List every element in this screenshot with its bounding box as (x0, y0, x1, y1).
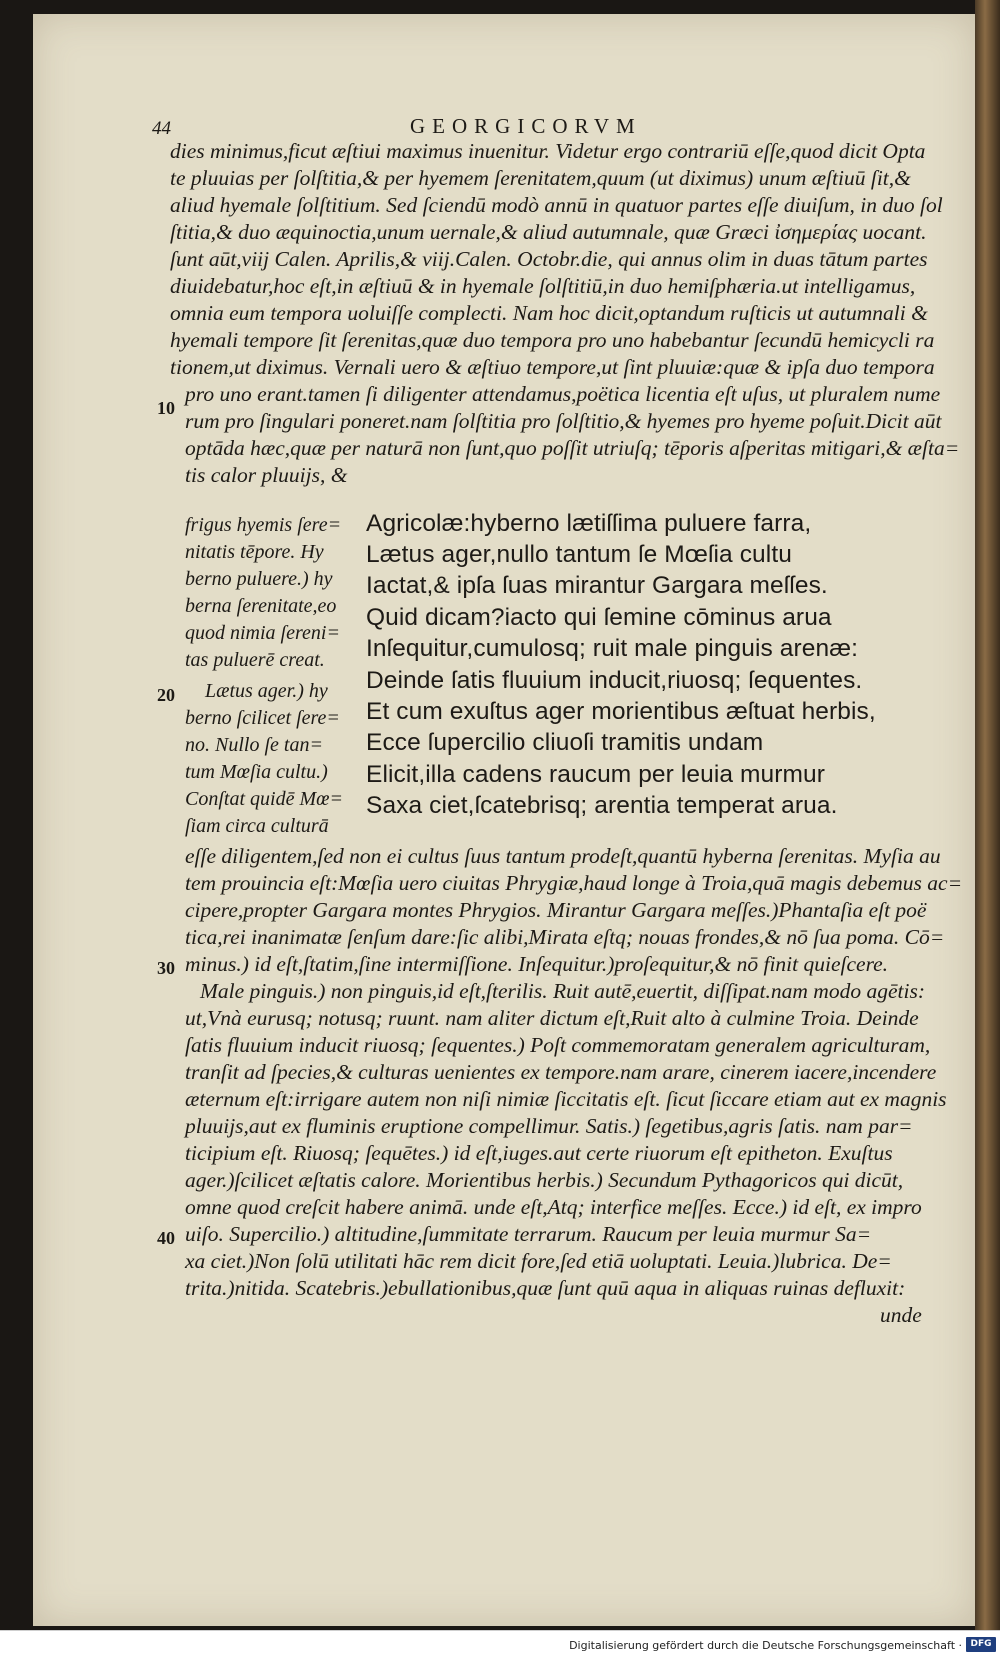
commentary-line: hyemali tempore ſit ſerenitas,quæ duo tempora pro uno habebantur ſecundū hemicycli ra (170, 328, 935, 352)
verse-line: Agricolæ:hyberno lætiſſima puluere farra, (366, 510, 812, 537)
line-number: 40 (157, 1228, 175, 1248)
line-number: 20 (157, 685, 175, 705)
commentary-line: eſſe diligentem,ſed non ei cultus ſuus tantum prodeſt,quantū hyberna ſerenitas. Myſia au (185, 844, 941, 868)
commentary-line: ut,Vnà eurusq; notusq; ruunt. nam aliter dictum eſt,Ruit alto à culmine Troia. Deinde (185, 1006, 919, 1030)
commentary-line: ticipium eſt. Riuosq; ſequētes.) id eſt,iuges.aut certe riuorum eſt epitheton. Exuſtus (185, 1141, 893, 1165)
footer-bar (0, 1630, 1000, 1660)
commentary-line: pro uno erant.tamen ſi diligenter attendamus,poëtica licentia eſt uſus, ut pluralem nume (185, 382, 941, 406)
side-commentary-line: quod nimia ſereni= (185, 622, 340, 644)
commentary-line: aliud hyemale ſolſtitium. Sed ſciendū modò annū in quatuor partes eſſe diuiſum, in duo ſol (170, 193, 943, 217)
side-commentary-line: tas puluerē creat. (185, 649, 325, 671)
footer-credit: Digitalisierung gefördert durch die Deutsche Forschungsgemeinschaft · (569, 1639, 962, 1652)
side-commentary-line: Lætus ager.) hy (205, 680, 328, 702)
commentary-line: ſtitia,& duo æquinoctia,unum uernale,& aliud autumnale, quæ Græci ἰσημερίας uocant. (170, 220, 927, 244)
verse-line: Iactat,& ipſa ſuas mirantur Gargara meſſes. (366, 572, 828, 599)
side-commentary-line: berna ſerenitate,eo (185, 595, 337, 617)
commentary-line: ſatis fluuium inducit riuosq; ſequentes.) Poſt commemoratam generalem agriculturam, (185, 1033, 931, 1057)
side-commentary-line: nitatis tēpore. Hy (185, 541, 324, 563)
commentary-line: ager.)ſcilicet æſtatis calore. Morientibus herbis.) Secundum Pythagoricos qui dicūt, (185, 1168, 904, 1192)
commentary-line: tem prouincia eſt:Mœſia uero ciuitas Phrygiæ,haud longe à Troia,quā magis debemus ac= (185, 871, 963, 895)
commentary-line: te pluuias per ſolſtitia,& per hyemem ſerenitatem,quum (ut diximus) unum æſtiuū ſit,& (170, 166, 911, 190)
commentary-line: tica,rei inanimatæ ſenſum dare:ſic alibi,Mirata eſtq; nouas frondes,& nō ſua poma. Cō= (185, 925, 945, 949)
commentary-line: omnia eum tempora uoluiſſe complecti. Nam hoc dicit,optandum ruſticis ut autumnali & (170, 301, 928, 325)
running-head: GEORGICORVM (410, 114, 642, 138)
commentary-line: uiſo. Supercilio.) altitudine,ſummitate terrarum. Raucum per leuia murmur Sa= (185, 1222, 872, 1246)
dfg-logo-icon: DFG (966, 1637, 996, 1652)
commentary-line: dies minimus,ficut æſtiui maximus inuenitur. Videtur ergo contrariū eſſe,quod dicit Opta (170, 139, 926, 163)
commentary-line: xa ciet.)Non ſolū utilitati hāc rem dicit fore,ſed etiā uoluptati. Leuia.)lubrica. De= (185, 1249, 892, 1273)
commentary-line: tranſit ad ſpecies,& culturas uenientes ex tempore.nam arare, cinerem iacere,incendere (185, 1060, 937, 1084)
side-commentary-line: tum Mœſia cultu.) (185, 761, 328, 783)
commentary-line: optāda hæc,quæ per naturā non ſunt,quo poſſit utriuſq; tēporis aſperitas mitigari,& æſta= (185, 436, 960, 460)
verse-line: Saxa ciet,ſcatebrisq; arentia temperat arua. (366, 792, 838, 819)
commentary-line: æternum eſt:irrigare autem non niſi nimiæ ſiccitatis eſt. ſicut ſiccare etiam aut ex magnis (185, 1087, 947, 1111)
verse-line: Lætus ager,nullo tantum ſe Mœſia cultu (366, 541, 792, 568)
commentary-line: cipere,propter Gargara montes Phrygios. Mirantur Gargara meſſes.)Phantaſia eſt poë (185, 898, 927, 922)
verse-line: Inſequitur,cumulosq; ruit male pinguis arenæ: (366, 635, 859, 662)
side-commentary-line: no. Nullo ſe tan= (185, 734, 323, 756)
book-edge (975, 0, 1000, 1630)
side-commentary-line: frigus hyemis ſere= (185, 514, 342, 536)
commentary-line: omne quod creſcit habere animā. unde eſt,Atq; interfice meſſes. Ecce.) id eſt, ex impro (185, 1195, 922, 1219)
commentary-line: ſunt aūt,viij Calen. Aprilis,& viij.Calen. Octobr.die, qui annus olim in duas tātum partes (170, 247, 928, 271)
verse-line: Ecce ſupercilio cliuoſi tramitis undam (366, 729, 764, 756)
verse-line: Elicit,illa cadens raucum per leuia murmur (366, 761, 825, 788)
commentary-line: rum pro ſingulari poneret.nam ſolſtitia pro ſolſtitio,& hyemes pro hyeme poſuit.Dicit aūt (185, 409, 942, 433)
commentary-line: unde (880, 1303, 922, 1327)
verse-line: Et cum exuſtus ager morientibus æſtuat herbis, (366, 698, 876, 725)
commentary-line: diuidebatur,hoc eſt,in æſtiuū & in hyemale ſolſtitiū,in duo hemiſphæria.ut intelligamus, (170, 274, 916, 298)
commentary-line: Male pinguis.) non pinguis,id eſt,ſterilis. Ruit autē,euertit, diſſipat.nam modo agētis: (200, 979, 925, 1003)
line-number: 30 (157, 958, 175, 978)
commentary-line: trita.)nitida. Scatebris.)ebullationibus,quæ ſunt quū aqua in aliquas ruinas defluxit: (185, 1276, 906, 1300)
commentary-line: pluuijs,aut ex fluminis eruptione compellimur. Satis.) ſegetibus,agris ſatis. nam par= (185, 1114, 913, 1138)
side-commentary-line: Conſtat quidē Mœ= (185, 788, 343, 810)
verse-line: Deinde ſatis fluuium inducit,riuosq; ſequentes. (366, 667, 863, 694)
side-commentary-line: berno ſcilicet ſere= (185, 707, 340, 729)
side-commentary-line: berno puluere.) hy (185, 568, 333, 590)
page-number: 44 (152, 118, 171, 139)
verse-line: Quid dicam?iacto qui ſemine cōminus arua (366, 604, 832, 631)
commentary-line: minus.) id eſt,ſtatim,ſine intermiſſione. Inſequitur.)proſequitur,& nō finit quieſcere. (185, 952, 889, 976)
side-commentary-line: ſiam circa culturā (185, 815, 329, 837)
commentary-line: tis calor pluuijs, & (185, 463, 348, 487)
commentary-line: tionem,ut diximus. Vernali uero & æſtiuo tempore,ut ſint pluuiæ:quæ & ipſa duo tempora (170, 355, 935, 379)
line-number: 10 (157, 398, 175, 418)
